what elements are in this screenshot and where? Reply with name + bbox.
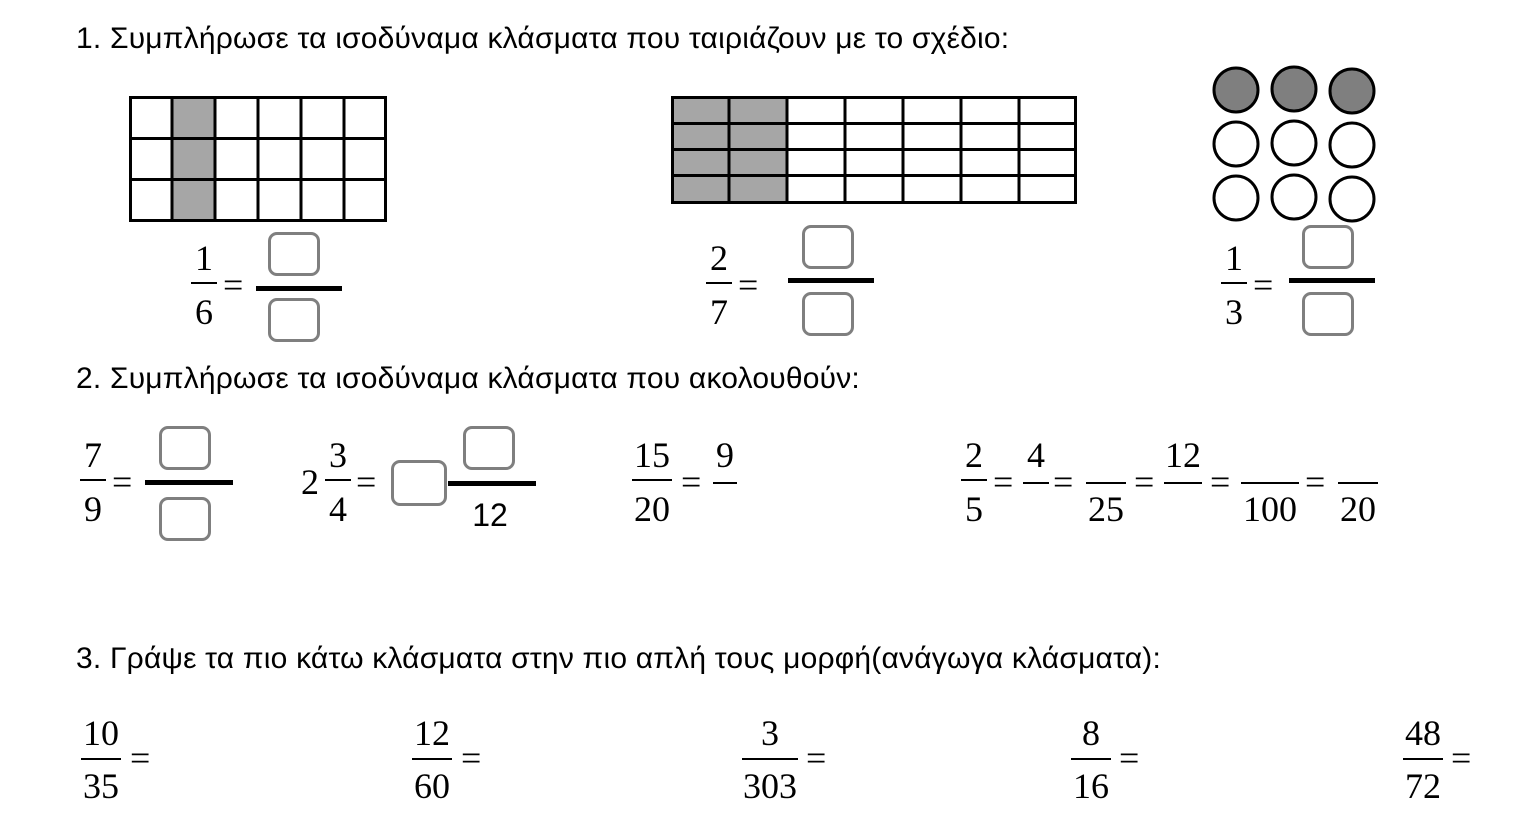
fraction-bar [448, 481, 536, 486]
q2-heading: 2. Συμπλήρωσε τα ισοδύναμα κλάσματα που ακολουθούν: [76, 362, 860, 395]
fraction-bar [1289, 278, 1375, 283]
equals-sign: = [1119, 738, 1140, 778]
equals-sign: = [356, 462, 377, 502]
equals-sign: = [1305, 462, 1326, 502]
q1-c-answer-denominator-box[interactable] [1302, 292, 1354, 336]
q1-a-answer-numerator-box[interactable] [268, 232, 320, 276]
equals-sign: = [1253, 265, 1274, 305]
q2-b-answer-denominator: 12 [472, 497, 508, 533]
q1-c-numerator: 1 [1225, 238, 1243, 278]
q3-c-denominator: 303 [743, 766, 797, 806]
fraction-bar [81, 758, 121, 760]
fraction-bar [80, 479, 106, 481]
q1-c-answer-numerator-box[interactable] [1302, 225, 1354, 269]
q3-d-numerator: 8 [1082, 713, 1100, 753]
q2-b-whole: 2 [301, 462, 319, 502]
q2-c-numerator: 15 [634, 435, 670, 475]
q2-b-numerator: 3 [329, 435, 347, 475]
q2-d-f5-denominator: 100 [1243, 489, 1297, 529]
q1-a-denominator: 6 [195, 292, 213, 332]
equals-sign: = [1134, 462, 1155, 502]
q3-heading: 3. Γράψε τα πιο κάτω κλάσματα στην πιο απλή τους μορφή(ανάγωγα κλάσματα): [76, 642, 1161, 675]
q2-d-f2-numerator: 4 [1027, 435, 1045, 475]
q3-c-numerator: 3 [761, 713, 779, 753]
equals-sign: = [738, 265, 759, 305]
equals-sign: = [223, 265, 244, 305]
q2-b-denominator: 4 [329, 489, 347, 529]
q1-heading: 1. Συμπλήρωσε τα ισοδύναμα κλάσματα που ταιριάζουν με το σχέδιο: [76, 22, 1010, 55]
q1-a-numerator: 1 [195, 238, 213, 278]
q2-d-f1-denominator: 5 [965, 489, 983, 529]
q2-d-f4-numerator: 12 [1165, 435, 1201, 475]
equals-sign: = [681, 462, 702, 502]
fraction-bar [256, 286, 342, 291]
fraction-bar [145, 480, 233, 485]
fraction-bar [713, 482, 737, 484]
q1-c-denominator: 3 [1225, 292, 1243, 332]
q2-c-answer-numerator: 9 [716, 435, 734, 475]
fraction-bar [1403, 758, 1443, 760]
fraction-bar [1164, 482, 1202, 484]
q2-b-answer-numerator-box[interactable] [463, 426, 515, 470]
fraction-bar [742, 758, 798, 760]
q2-d-f6-denominator: 20 [1340, 489, 1376, 529]
q2-d-f1-numerator: 2 [965, 435, 983, 475]
q1-a-answer-denominator-box[interactable] [268, 298, 320, 342]
equals-sign: = [112, 462, 133, 502]
fraction-bar [788, 278, 874, 283]
equals-sign: = [461, 738, 482, 778]
fraction-bar [632, 479, 672, 481]
q1-b-numerator: 2 [710, 238, 728, 278]
equals-sign: = [1053, 462, 1074, 502]
q1-b-answer-numerator-box[interactable] [802, 225, 854, 269]
q3-e-numerator: 48 [1405, 713, 1441, 753]
equals-sign: = [1451, 738, 1472, 778]
equals-sign: = [993, 462, 1014, 502]
fraction-bar [706, 282, 732, 284]
grid-figure-1 [129, 96, 387, 222]
q3-b-denominator: 60 [414, 766, 450, 806]
fraction-bar [1086, 482, 1126, 484]
fraction-bar [325, 479, 351, 481]
equals-sign: = [130, 738, 151, 778]
q2-a-answer-denominator-box[interactable] [159, 497, 211, 541]
q1-b-answer-denominator-box[interactable] [802, 292, 854, 336]
q2-c-denominator: 20 [634, 489, 670, 529]
q3-d-denominator: 16 [1073, 766, 1109, 806]
q2-a-numerator: 7 [84, 435, 102, 475]
fraction-bar [1241, 482, 1299, 484]
fraction-bar [1071, 758, 1111, 760]
equals-sign: = [1210, 462, 1231, 502]
equals-sign: = [806, 738, 827, 778]
q3-e-denominator: 72 [1405, 766, 1441, 806]
fraction-bar [961, 479, 987, 481]
fraction-bar [1221, 282, 1247, 284]
q2-b-answer-whole-box[interactable] [391, 460, 447, 506]
q2-a-denominator: 9 [84, 489, 102, 529]
fraction-bar [1023, 482, 1049, 484]
q3-a-denominator: 35 [83, 766, 119, 806]
fraction-bar [191, 282, 217, 284]
q3-a-numerator: 10 [83, 713, 119, 753]
circles-figure [1212, 65, 1378, 223]
fraction-bar [412, 758, 452, 760]
q2-a-answer-numerator-box[interactable] [159, 426, 211, 470]
grid-figure-2 [671, 96, 1077, 204]
fraction-bar [1338, 482, 1378, 484]
q3-b-numerator: 12 [414, 713, 450, 753]
q1-b-denominator: 7 [710, 292, 728, 332]
q2-d-f3-denominator: 25 [1088, 489, 1124, 529]
